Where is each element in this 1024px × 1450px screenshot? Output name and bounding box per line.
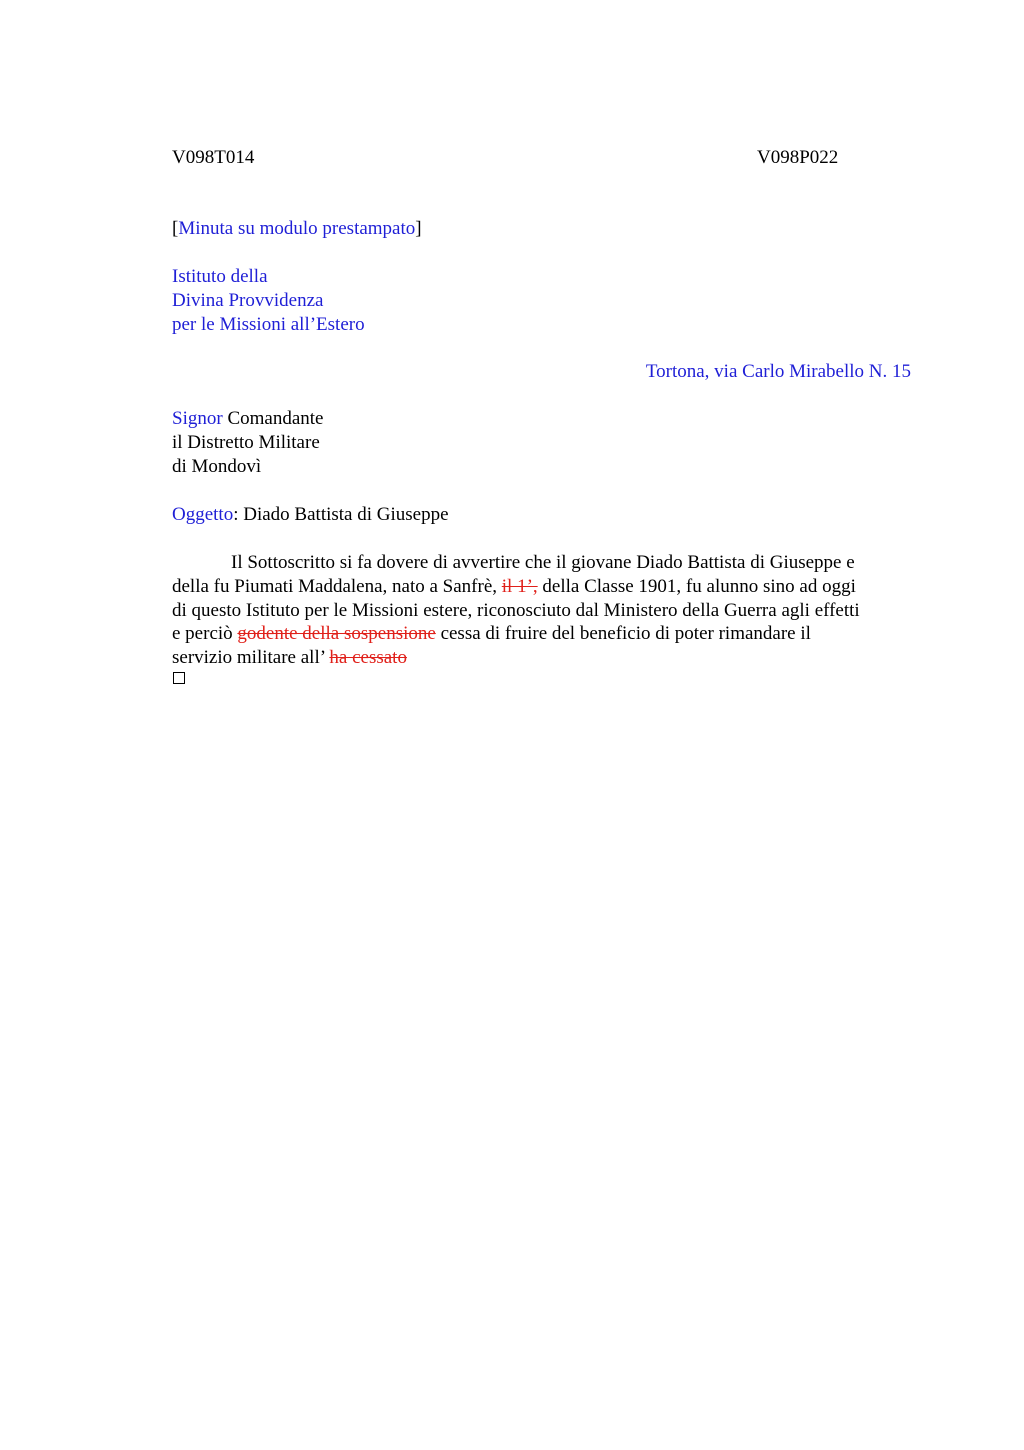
note-text: Minuta su modulo prestampato xyxy=(178,218,416,239)
body-row-4 xyxy=(172,622,922,646)
note-open-bracket: [ xyxy=(172,218,179,239)
header-left-code: V098T014 xyxy=(172,147,255,168)
subject-line xyxy=(172,503,449,527)
body-row-2 xyxy=(172,575,922,599)
empty-box-icon xyxy=(173,672,185,684)
editorial-note xyxy=(172,217,422,241)
institute-line-2: Divina Provvidenza xyxy=(172,290,324,311)
recipient-title: Comandante xyxy=(222,408,324,429)
institute-line-3: per le Missioni all’Estero xyxy=(172,314,365,335)
body-row-5 xyxy=(172,646,922,670)
sender-address: Tortona, via Carlo Mirabello N. 15 xyxy=(645,361,911,382)
deleted-text: godente della sospensione xyxy=(237,623,436,645)
body-row-5-text-a: servizio militare all’ xyxy=(172,647,330,669)
subject-label: Oggetto xyxy=(172,504,234,525)
deleted-text: il 1’, xyxy=(501,575,538,597)
body-row-2-text-a: della fu Piumati Maddalena, nato a Sanfrè, xyxy=(172,575,502,597)
letter-body xyxy=(172,551,922,670)
recipient-line-2: il Distretto Militare xyxy=(172,432,320,453)
recipient-line-1 xyxy=(172,407,323,431)
note-close-bracket: ] xyxy=(415,218,422,239)
header-right-code: V098P022 xyxy=(757,147,839,168)
recipient-prefix: Signor xyxy=(172,408,223,429)
body-row-1: Il Sottoscritto si fa dovere di avvertire che il giovane Diado Battista di Giuseppe e xyxy=(231,552,855,573)
recipient-line-3: di Mondovì xyxy=(172,456,262,477)
body-row-4-text-b: cessa di fruire del beneficio di poter rimandare il xyxy=(435,623,811,645)
deleted-text: ha cessato xyxy=(329,647,407,669)
institute-line-1: Istituto della xyxy=(172,266,268,287)
body-row-3: di questo Istituto per le Missioni estere, riconosciuto dal Ministero della Guerra agli effetti xyxy=(172,599,860,621)
subject-text: : Diado Battista di Giuseppe xyxy=(233,504,449,525)
body-row-2-text-b: della Classe 1901, fu alunno sino ad oggi xyxy=(537,575,856,597)
body-row-4-text-a: e perciò xyxy=(172,623,238,645)
